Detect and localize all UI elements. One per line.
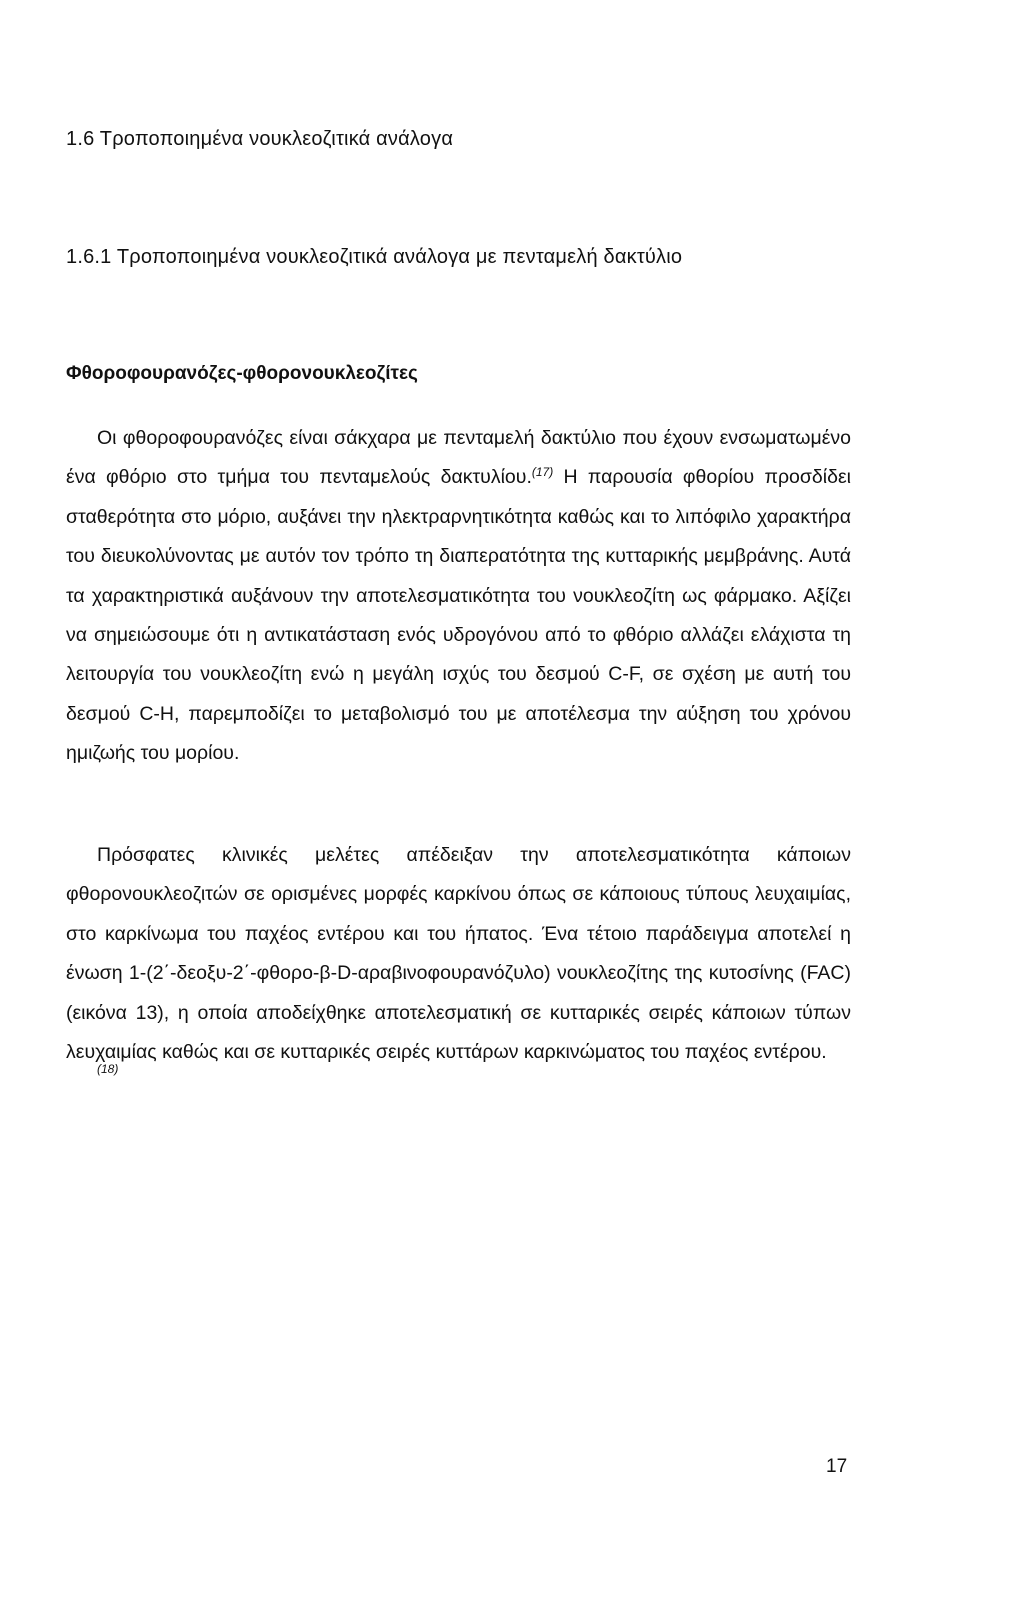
paragraph-fluorofuranoses xyxy=(66,419,851,774)
paragraph-2-text: Πρόσφατες κλινικές μελέτες απέδειξαν την αποτελεσματικότητα κάποιων φθορονουκλεοζιτών σε ορισμένες μορφές καρκίνου όπως σε κάποιους τύπους λευχαιμίας, στο καρκίνωμα του παχέος εντέρου και του ήπατος. Ένα τέτοιο παράδειγμα αποτελεί η ένωση 1-(2΄-δεοξυ-2΄-φθορο-β-D-αραβινοφουρανόζυλο) νουκλεοζίτης της κυτοσίνης (FAC) (εικόνα 13), η οποία αποδείχθηκε αποτελεσματική σε κυτταρικές σειρές κάποιων τύπων λευχαιμίας καθώς και σε κυτταρικές σειρές κυττάρων καρκινώματος του παχέος εντέρου. xyxy=(66,844,851,1064)
paragraph-1-text-a: Οι φθοροφουρανόζες είναι σάκχαρα με πενταμελή δακτύλιο που έχουν ενσωματωμένο ένα φθόριο στο τμήμα του πενταμελούς δακτυλίου. xyxy=(66,427,851,489)
citation-17: (17) xyxy=(531,465,554,480)
section-heading: 1.6 Τροποποιημένα νουκλεοζιτικά ανάλογα xyxy=(66,128,454,150)
paragraph-1-text-b: Η παρουσία φθορίου προσδίδει σταθερότητα στο μόριο, αυξάνει την ηλεκτραρνητικότητα καθώς και το λιπόφιλο χαρακτήρα του διευκολύνοντας με αυτόν τον τρόπο τη διαπερατότητα της κυτταρικής μεμβράνης. Αυτά τα χαρακτηριστικά αυξάνουν την αποτελεσματικότητα του νουκλεοζίτη ως φάρμακο. Αξίζει να σημειώσουμε ότι η αντικατάσταση ενός υδρογόνου από το φθόριο αλλάζει ελάχιστα τη λειτουργία του νουκλεοζίτη ενώ η μεγάλη ισχύς του δεσμού C-F, σε σχέση με αυτή του δεσμού C-H, παρεμποδίζει το μεταβολισμό του με αποτέλεσμα την αύξηση του χρόνου ημιζωής του μορίου. xyxy=(66,466,851,765)
page-number: 17 xyxy=(826,1456,848,1477)
citation-18: (18) xyxy=(97,1062,119,1077)
subsubsection-heading: Φθοροφουρανόζες-φθορονουκλεοζίτες xyxy=(66,363,418,384)
subsection-heading: 1.6.1 Τροποποιημένα νουκλεοζιτικά ανάλογα με πενταμελή δακτύλιο xyxy=(66,246,683,268)
paragraph-clinical-studies xyxy=(66,836,851,1076)
